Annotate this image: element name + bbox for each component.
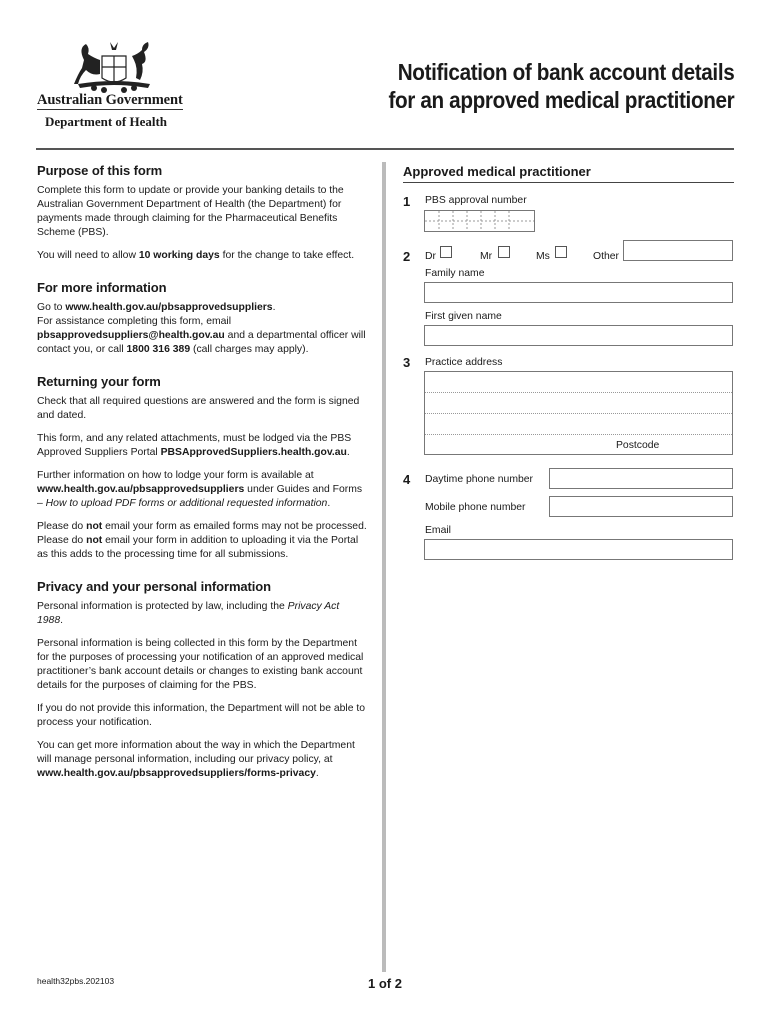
more-info-section (37, 281, 367, 357)
phone-number: 1800 316 389 (126, 344, 191, 355)
postcode-label: Postcode (616, 440, 660, 451)
daytime-phone-label: Daytime phone number (425, 474, 534, 485)
privacy-section (37, 580, 367, 781)
left-column (37, 164, 367, 799)
purpose-timing (37, 249, 367, 263)
portal-link[interactable]: PBSApprovedSuppliers.health.gov.au (160, 447, 347, 458)
mobile-phone-label: Mobile phone number (425, 502, 526, 513)
privacy-link[interactable]: www.health.gov.au/pbsapprovedsuppliers/forms-privacy (37, 768, 316, 779)
contact-text: and a departmental officer will contact you, or call (37, 330, 366, 355)
title-other-input[interactable] (623, 240, 733, 261)
mobile-phone-input[interactable] (549, 496, 733, 517)
practice-address-label: Practice address (425, 357, 503, 368)
lodge-text: This form, and any related attachments, must be lodged via the PBS Approved Suppliers Portal (37, 433, 352, 458)
title-dr-label: Dr (425, 251, 436, 262)
law-text: Personal information is protected by law, including the (37, 601, 288, 612)
pbs-approval-segments (425, 211, 534, 231)
guides-text: under Guides and Forms – (37, 484, 363, 509)
policy-text: You can get more information about the way in which the Department will manage personal information, including our privacy policy, at (37, 740, 355, 765)
government-name: Australian Government (37, 92, 183, 108)
returning-check: Check that all required questions are answered and the form is signed and dated. (37, 396, 360, 421)
returning-lodge (37, 432, 367, 460)
note-not1: not (86, 521, 103, 532)
further-end: . (327, 498, 331, 509)
guide-title: How to upload PDF forms or additional requested information (45, 498, 328, 509)
first-name-input[interactable] (424, 325, 733, 346)
lodge-end: . (346, 447, 350, 458)
more-info-heading: For more information (37, 280, 167, 295)
goto-end: . (272, 302, 276, 313)
purpose-section (37, 164, 367, 263)
returning-section (37, 375, 367, 562)
family-name-input[interactable] (424, 282, 733, 303)
practice-address-input[interactable] (424, 371, 733, 455)
email-label: Email (425, 525, 451, 536)
further-text: Further information on how to lodge your form is available at (37, 470, 314, 481)
column-divider (382, 162, 386, 972)
note-not2: not (86, 535, 103, 546)
address-line-3 (425, 434, 732, 435)
daytime-phone-input[interactable] (549, 468, 733, 489)
privacy-law (37, 600, 367, 628)
pbs-approval-label: PBS approval number (425, 195, 527, 206)
question-2-number: 2 (403, 249, 411, 264)
practitioner-heading: Approved medical practitioner (403, 164, 591, 179)
privacy-heading: Privacy and your personal information (37, 579, 271, 594)
purpose-text: Complete this form to update or provide your banking details to the Australian Government Department of Health (the Department) for payments made through claiming for the Pharmaceutical Benefits Scheme (PBS). (37, 185, 344, 238)
address-line-1 (425, 392, 732, 393)
question-3-number: 3 (403, 355, 411, 370)
form-title-line1: Notification of bank account details (397, 59, 734, 85)
privacy-policy (37, 739, 367, 781)
email-link[interactable]: pbsapprovedsuppliers@health.gov.au (37, 330, 225, 341)
family-name-label: Family name (425, 268, 485, 279)
address-line-2 (425, 413, 732, 414)
privacy-not-provided: If you do not provide this information, the Department will not be able to process your notification. (37, 703, 366, 728)
privacy-collected: Personal information is being collected in this form by the Department for the purposes of processing your notification of an approved medical practitioner’s bank account details or changes to existing bank account details for the purposes of claiming for the PBS. (37, 638, 364, 691)
pbs-approval-input[interactable] (424, 210, 535, 232)
timing-days: 10 working days (138, 250, 220, 261)
question-1-number: 1 (403, 194, 411, 209)
email-input[interactable] (424, 539, 733, 560)
title-mr-checkbox[interactable] (498, 246, 510, 258)
title-other-label: Other (593, 251, 619, 262)
more-info-text (37, 301, 367, 357)
suppliers-link[interactable]: www.health.gov.au/pbsapprovedsuppliers (65, 302, 273, 313)
privacy-act: Privacy Act 1988 (37, 601, 340, 626)
note-e: email your form in addition to uploading it via the Portal as this adds to the processing time for all submissions. (37, 535, 359, 560)
title-mr-label: Mr (480, 251, 493, 262)
department-name: Department of Health (45, 114, 168, 129)
government-rule (37, 109, 183, 110)
title-ms-checkbox[interactable] (555, 246, 567, 258)
header-rule (36, 148, 734, 150)
assist-text: For assistance completing this form, email (37, 316, 232, 327)
note-c: email your form as emailed forms may not be processed. Please do (37, 521, 367, 546)
returning-further (37, 469, 367, 511)
goto-text: Go to (37, 302, 66, 313)
returning-email-note (37, 520, 367, 562)
returning-heading: Returning your form (37, 374, 161, 389)
law-end: . (60, 615, 64, 626)
timing-text: You will need to allow (37, 250, 139, 261)
form-title-line2: for an approved medical practitioner (388, 87, 734, 113)
title-dr-checkbox[interactable] (440, 246, 452, 258)
form-code: health32pbs.202103 (37, 976, 115, 986)
timing-text-end: for the change to take effect. (219, 250, 355, 261)
policy-end: . (315, 768, 319, 779)
call-charges-text: (call charges may apply). (190, 344, 309, 355)
coat-of-arms-logo (64, 38, 164, 96)
question-4-number: 4 (403, 472, 411, 487)
first-name-label: First given name (425, 311, 502, 322)
note-a: Please do (37, 521, 87, 532)
practitioner-rule (403, 182, 734, 183)
page-number: 1 of 2 (368, 976, 402, 991)
further-link[interactable]: www.health.gov.au/pbsapprovedsuppliers (37, 484, 245, 495)
purpose-heading: Purpose of this form (37, 163, 163, 178)
form-title (388, 58, 734, 114)
title-ms-label: Ms (536, 251, 550, 262)
